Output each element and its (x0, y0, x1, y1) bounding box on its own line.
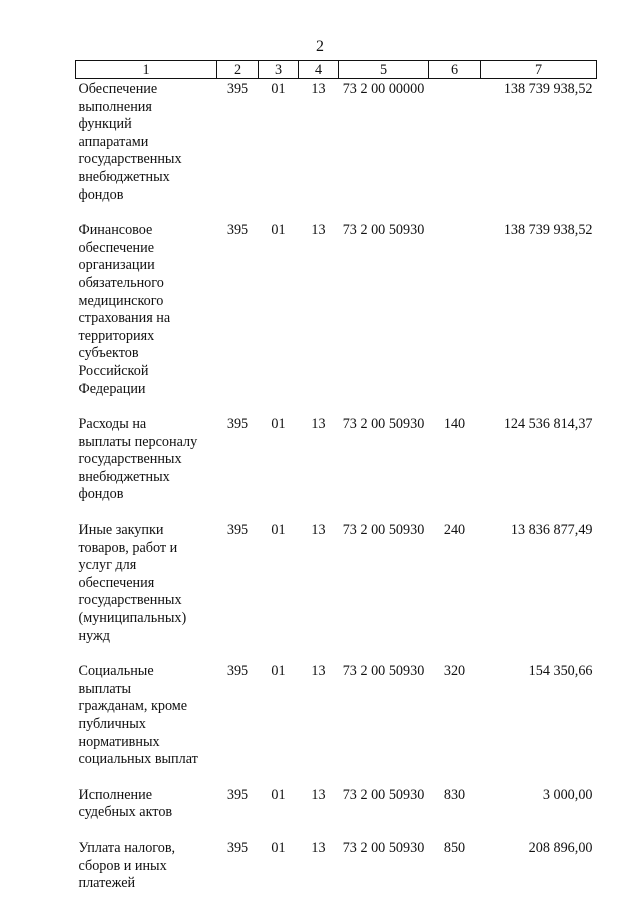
budget-table (75, 60, 597, 893)
section-code: 01 (271, 222, 286, 239)
table-row (76, 663, 597, 787)
admin-code: 395 (226, 839, 249, 856)
subsection-code: 13 (311, 522, 326, 539)
subsection-code: 13 (311, 663, 326, 680)
amount: 124 536 814,37 (503, 416, 593, 433)
section-code: 01 (271, 663, 286, 680)
amount: 154 350,66 (528, 663, 593, 680)
expense-type-code (429, 222, 481, 416)
subsection-code: 13 (311, 839, 326, 856)
admin-code: 395 (226, 663, 249, 680)
table-row (76, 416, 597, 522)
expense-type-code: 240 (443, 522, 466, 539)
header-col-5: 5 (339, 61, 429, 79)
admin-code: 395 (226, 81, 249, 97)
header-col-3: 3 (259, 61, 299, 79)
target-article-code: 73 2 00 50930 (342, 839, 425, 856)
amount: 138 739 938,52 (503, 81, 593, 97)
section-code: 01 (271, 839, 286, 856)
target-article-code: 73 2 00 50930 (342, 786, 425, 803)
target-article-code: 73 2 00 50930 (342, 663, 425, 680)
section-code: 01 (271, 416, 286, 433)
subsection-code: 13 (311, 222, 326, 239)
row-description: Социальные выплаты гражданам, кроме публичных нормативных социальных выплат (78, 663, 198, 768)
admin-code: 395 (226, 416, 249, 433)
header-col-7: 7 (481, 61, 597, 79)
subsection-code: 13 (311, 81, 326, 97)
amount: 13 836 877,49 (510, 522, 593, 539)
amount: 208 896,00 (528, 839, 593, 856)
target-article-code: 73 2 00 00000 (342, 81, 425, 97)
expense-type-code: 850 (443, 839, 466, 856)
admin-code: 395 (226, 522, 249, 539)
table-row (76, 222, 597, 416)
amount: 3 000,00 (542, 786, 593, 803)
page-number: 2 (316, 38, 324, 55)
target-article-code: 73 2 00 50930 (342, 522, 425, 539)
table-row (76, 840, 597, 893)
subsection-code: 13 (311, 416, 326, 433)
amount: 138 739 938,52 (503, 222, 593, 239)
row-description: Финансовое обеспечение организации обязательного медицинского страхования на территориях субъектов Российской Федерации (78, 222, 171, 397)
admin-code: 395 (226, 786, 249, 803)
table-body (76, 79, 597, 893)
table-row (76, 522, 597, 663)
section-code: 01 (271, 81, 286, 97)
header-col-1: 1 (76, 61, 217, 79)
row-description: Исполнение судебных актов (78, 786, 173, 821)
section-code: 01 (271, 522, 286, 539)
table-header (76, 61, 597, 79)
header-col-4: 4 (299, 61, 339, 79)
table-row (76, 787, 597, 840)
target-article-code: 73 2 00 50930 (342, 222, 425, 239)
expense-type-code: 830 (443, 786, 466, 803)
section-code: 01 (271, 786, 286, 803)
row-description: Обеспечение выполнения функций аппаратами государственных внебюджетных фондов (78, 81, 182, 203)
header-row (76, 61, 597, 79)
expense-type-code: 320 (443, 663, 466, 680)
admin-code: 395 (226, 222, 249, 239)
row-description: Уплата налогов, сборов и иных платежей (78, 839, 176, 892)
header-col-6: 6 (429, 61, 481, 79)
table-row (76, 79, 597, 223)
header-col-2: 2 (217, 61, 259, 79)
row-description: Иные закупки товаров, работ и услуг для обеспечения государственных (муниципальных) нужд (78, 522, 187, 644)
row-description: Расходы на выплаты персоналу государственных внебюджетных фондов (78, 416, 198, 503)
subsection-code: 13 (311, 786, 326, 803)
target-article-code: 73 2 00 50930 (342, 416, 425, 433)
expense-type-code: 140 (443, 416, 466, 433)
expense-type-code (429, 79, 481, 223)
